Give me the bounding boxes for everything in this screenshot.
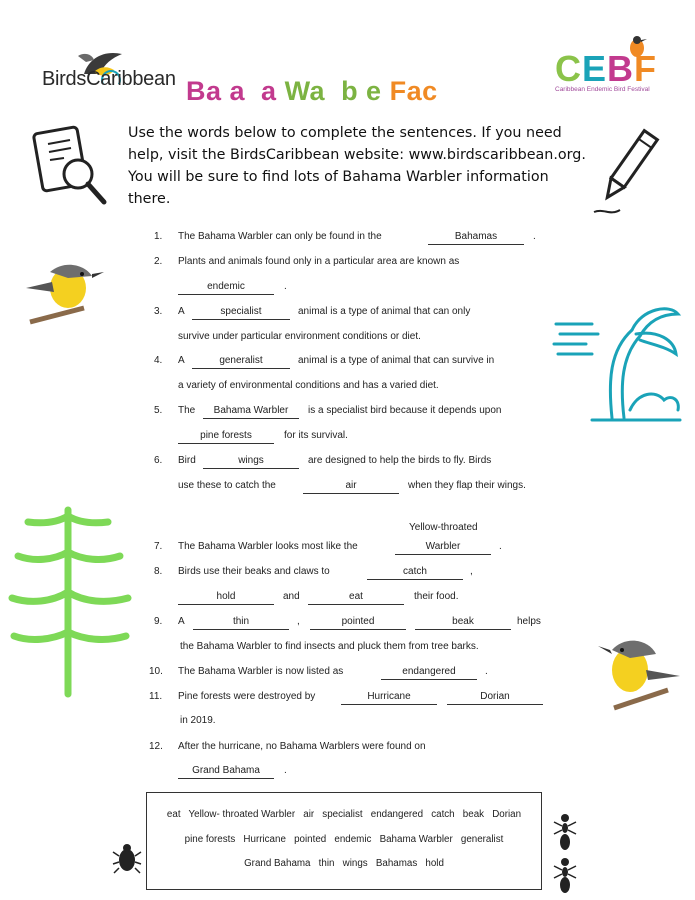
word-bank-line-2: pine forests Hurricane pointed endemic Bahama Warbler generalist [184,834,504,845]
answer-blank: beak [415,615,511,630]
question-number: 12. [149,741,163,752]
pine-tree-icon [8,502,138,702]
question-text: and [283,591,300,602]
question-number: 3. [154,306,163,317]
hurricane-palm-tree-icon [552,300,682,428]
question-text: is a specialist bird because it depends upon [308,405,502,416]
pencil-icon [590,124,664,218]
answer-blank: pointed [310,615,406,630]
question-text: A [178,306,185,317]
answer-blank: pine forests [178,429,274,444]
answer-blank: Grand Bahama [178,764,274,779]
instructions-line-2: help, visit the BirdsCaribbean website: www.birdscaribbean.org. [128,147,586,163]
question-text: survive under particular environment conditions or diet. [178,331,421,342]
title-part-3: Fac [389,76,438,106]
question-text: a variety of environmental conditions and has a varied diet. [178,380,439,391]
question-text: . [533,231,536,242]
answer-blank: thin [193,615,289,630]
bahama-warbler-bird-icon [24,258,108,338]
word-bank [146,792,542,890]
question-number: 11. [149,691,163,702]
question-text: . [499,541,502,552]
question-number: 5. [154,405,163,416]
question-number: 9. [154,616,163,627]
cebf-subtitle: Caribbean Endemic Bird Festival [555,86,650,93]
word-bank-line-3: Grand Bahama thin wings Bahamas hold [244,858,444,869]
title-part-1: Ba a a [186,76,285,106]
question-text: , [297,616,300,627]
question-text: their food. [414,591,459,602]
question-text: Birds use their beaks and claws to [178,566,330,577]
cebf-logo-text [555,48,556,49]
question-text: A [178,616,185,627]
answer-blank: endemic [178,280,274,295]
question-text: use these to catch the [178,480,276,491]
beetle-icon [112,840,142,874]
answer-blank: Hurricane [341,690,437,705]
question-number: 8. [154,566,163,577]
instructions [128,122,588,210]
question-number: 7. [154,541,163,552]
answer-blank: air [303,479,399,494]
question-number: 4. [154,355,163,366]
question-number: 1. [154,231,163,242]
ant-icon-2 [552,856,578,894]
answer-blank: wings [203,454,299,469]
question-text: for its survival. [284,430,348,441]
answer-blank: Dorian [447,690,543,705]
word-bank-line-1: eat Yellow- throated Warbler air specialist endangered catch beak Dorian [166,809,522,820]
page-title [186,76,438,107]
question-text: . [485,666,488,677]
birdscaribbean-logo-text: BirdsCaribbean [42,68,176,90]
question-text: The Bahama Warbler is now listed as [178,666,344,677]
birdscaribbean-logo [40,44,180,100]
cebf-logo [553,34,665,100]
answer-text-upper: Yellow-throated [409,522,478,533]
question-number: 2. [154,256,163,267]
question-text: Plants and animals found only in a particular area are known as [178,256,460,267]
instructions-line-4: there. [128,191,171,207]
instructions-line-1: Use the words below to complete the sentences. If you need [128,125,562,141]
question-text: are designed to help the birds to fly. Birds [308,455,492,466]
answer-blank: hold [178,590,274,605]
answer-blank: generalist [192,354,290,369]
answer-blank: Warbler [395,540,491,555]
answer-blank: catch [367,565,463,580]
question-text: . [284,765,287,776]
document-magnifier-icon [32,124,112,208]
bahama-warbler-bird-icon-2 [596,630,682,716]
question-text: in 2019. [180,715,216,726]
question-text: The [178,405,196,416]
question-text: Bird [178,455,196,466]
question-number: 6. [154,455,163,466]
answer-blank: Bahama Warbler [203,404,299,419]
question-text: , [470,566,473,577]
question-text: animal is a type of animal that can survive in [298,355,495,366]
ant-icon [552,812,578,852]
question-text: Pine forests were destroyed by [178,691,316,702]
cebf-logo-letters: CEBF [555,48,658,89]
question-text: the Bahama Warbler to find insects and pluck them from tree barks. [180,641,479,652]
answer-blank: Bahamas [428,230,524,245]
question-text: After the hurricane, no Bahama Warblers were found on [178,741,426,752]
question-number: 10. [149,666,163,677]
question-text: helps [517,616,541,627]
question-text: animal is a type of animal that can only [298,306,471,317]
title-part-2: Wa b e [284,76,390,106]
question-text: . [284,281,287,292]
question-text: The Bahama Warbler looks most like the [178,541,358,552]
answer-blank: endangered [381,665,477,680]
answer-blank: eat [308,590,404,605]
instructions-line-3: You will be sure to find lots of Bahama Warbler information [128,169,549,185]
question-text: when they flap their wings. [408,480,526,491]
question-text: A [178,355,185,366]
question-text: The Bahama Warbler can only be found in the [178,231,382,242]
answer-blank: specialist [192,305,290,320]
